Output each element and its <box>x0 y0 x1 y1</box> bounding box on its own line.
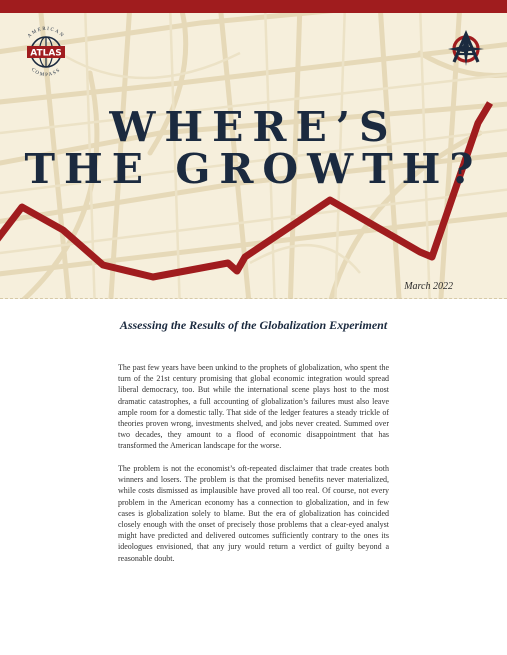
publication-date: March 2022 <box>404 281 453 292</box>
logo-ring-top-text: AMERICAN <box>27 26 65 40</box>
title-line-2: THE GROWTH? <box>24 145 483 193</box>
subtitle: Assessing the Results of the Globalization Experiment <box>119 318 388 332</box>
title-line-1: WHERE’S <box>109 103 398 151</box>
paragraph-2: The problem is not the economist’s oft-repeated disclaimer that trade creates both winners and losers. The problem is that the promised benefits never materialized, while costs dismissed as implausible have proved all too real. Of course, not every problem in the American economy has a connection to globalization, and in few cases is globalization solely to blame. But the era of globalization has coincided closely enough with the onset of precisely those problems that a clear-eyed analyst might have predicted and delivered outcomes sufficiently contrary to the ones its ideologues envisioned, that any jury would return a verdict of guilty beyond a reasonable doubt. <box>118 464 389 563</box>
american-compass-atlas-logo <box>16 22 76 87</box>
paragraph-1: The past few years have been unkind to the prophets of globalization, who spent the turn of the 21st century promising that global economic integration would spread liberal democracy, too. But while the international scene plays host to the most dramatic catastrophes, a full accounting of globalization’s failures must also leave ample room for a domestic tally. That side of the ledger features a steady trickle of theories proven wrong, investments shelved, and jobs never created. Summed over two decades, they amount to a flood of economic disappointment that has transformed the American landscape for the worse. <box>118 363 389 451</box>
logo-atlas-text: ATLAS <box>30 48 62 59</box>
hero-divider <box>0 298 507 299</box>
american-compass-monogram-icon <box>444 28 488 75</box>
logo-ring-bottom-text: COMPASS <box>29 67 63 79</box>
top-accent-bar <box>0 0 507 13</box>
